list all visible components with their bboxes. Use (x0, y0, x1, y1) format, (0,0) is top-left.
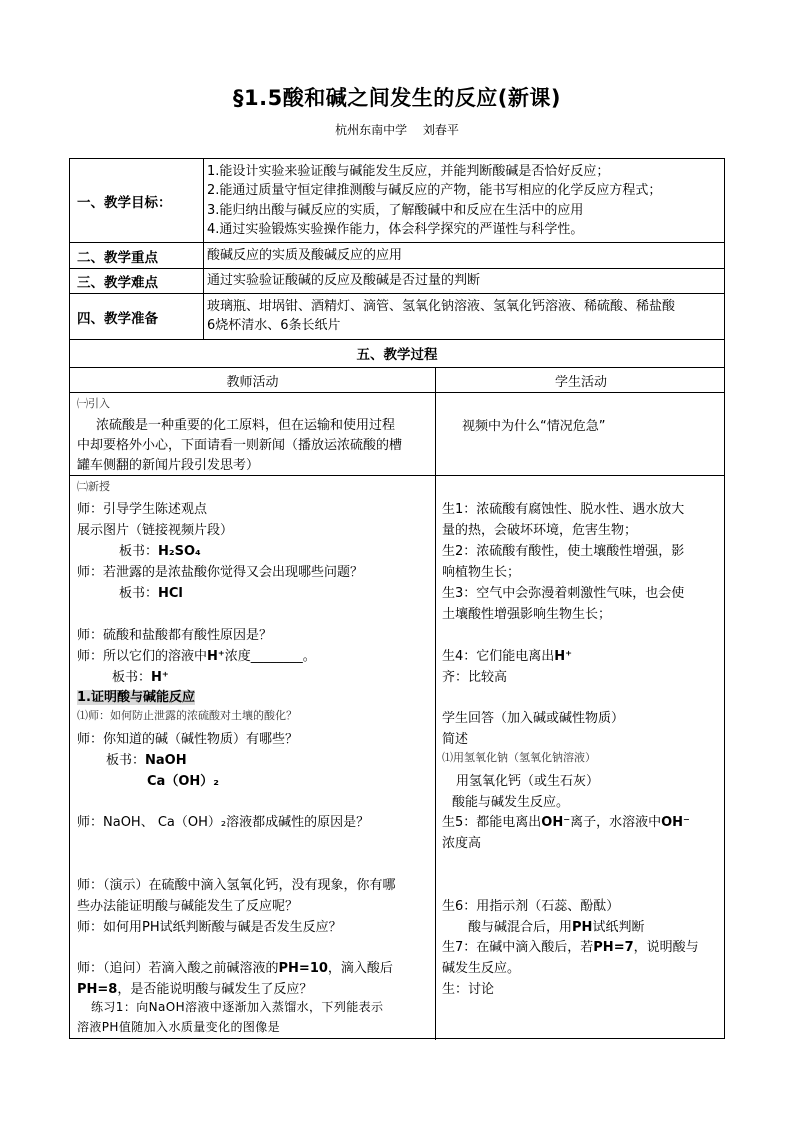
goals-label: 一、教学目标： (77, 194, 172, 211)
teacher-line: 师：所以它们的溶液中H⁺浓度________。 (77, 649, 316, 664)
student-line: 生4：它们能电离出H⁺ (442, 649, 573, 664)
teacher-line: 些办法能证明酸与碱能发生了反应呢？ (77, 899, 299, 914)
teacher-line: 展示图片（链接视频片段） (77, 523, 234, 538)
process-title: 五、教学过程 (356, 347, 438, 363)
row-divider (70, 367, 724, 368)
page-title: §1.5酸和碱之间发生的反应(新课) (233, 86, 561, 110)
student-line: ⑴用氢氧化钠（氢氧化钠溶液） (442, 751, 596, 764)
student-line: 生3：空气中会弥漫着刺激性气味，也会使 (442, 586, 685, 601)
difficulty-text: 通过实验验证酸碱的反应及酸碱是否过量的判断 (207, 273, 481, 288)
prep-text (207, 297, 722, 336)
board-note: 板书：NaOH (106, 753, 187, 768)
row-divider (70, 339, 724, 340)
board-note: 板书：HCl (119, 586, 183, 601)
intro-teacher-line: 中却要格外小心，下面请看一则新闻（播放运浓硫酸的槽 (77, 438, 403, 453)
goal-item: 2.能通过质量守恒定律推测酸与碱反应的产物，能书写相应的化学反应方程式； (207, 183, 662, 199)
student-line: 生2：浓硫酸有酸性，使土壤酸性增强，影 (442, 544, 685, 559)
lesson-plan-table (69, 158, 725, 1039)
teacher-line: 师：（追问）若滴入酸之前碱溶液的PH=10，滴入酸后 (77, 961, 393, 976)
author-line (0, 121, 794, 138)
intro-label: ㈠引入 (77, 397, 110, 410)
teacher-line: 师：NaOH、 Ca（OH）₂溶液都成碱性的原因是？ (77, 815, 370, 830)
student-line: 简述 (442, 732, 469, 747)
student-line: 浓度高 (442, 836, 482, 851)
prep-line: 6烧杯清水、6条长纸片 (207, 318, 341, 334)
exercise-line: 溶液PH值随加入水质量变化的图像是 (77, 1020, 281, 1034)
focus-label: 二、教学重点 (77, 249, 158, 266)
student-line: 生5：都能电离出OH⁻离子，水溶液中OH⁻ (442, 815, 690, 830)
teacher-line: ⑴师：如何防止泄露的浓硫酸对土壤的酸化？ (77, 709, 297, 722)
goal-item: 1.能设计实验来验证酸与碱能发生反应，并能判断酸碱是否恰好反应； (207, 164, 610, 179)
student-line: 生：讨论 (442, 982, 495, 997)
row-divider (70, 392, 724, 393)
exercise-line: 练习1：向NaOH溶液中逐渐加入蒸馏水，下列能表示 (91, 1000, 384, 1014)
teacher-line: 师：你知道的碱（碱性物质）有哪些？ (77, 732, 299, 747)
teacher-line: 师：（演示）在硫酸中滴入氢氧化钙，没有现象，你有哪 (77, 878, 396, 893)
row-divider (70, 475, 724, 476)
student-line: 酸与碱混合后，用PH试纸判断 (468, 920, 645, 935)
student-line: 土壤酸性增强影响生物生长； (442, 607, 612, 622)
focus-text: 酸碱反应的实质及酸碱反应的应用 (207, 248, 403, 263)
student-line: 用氢氧化钙（或生石灰） (456, 774, 600, 789)
board-formula: Ca（OH）₂ (147, 774, 219, 789)
new-label: ㈡新授 (77, 480, 110, 493)
author-name: 刘春平 (422, 123, 459, 137)
intro-teacher-line: 浓硫酸是一种重要的化工原料，但在运输和使用过程 (96, 418, 396, 433)
student-line: 生6：用指示剂（石蕊、酚酞） (442, 899, 620, 914)
teacher-line: 师：硫酸和盐酸都有酸性原因是？ (77, 628, 273, 643)
goal-item: 4.通过实验锻炼实验操作能力，体会科学探究的严谨性与科学性。 (207, 222, 584, 238)
prep-line: 玻璃瓶、坩埚钳、酒精灯、滴管、氢氧化钠溶液、氢氧化钙溶液、稀硫酸、稀盐酸 (207, 299, 676, 314)
board-note: 板书：H₂SO₄ (119, 544, 201, 559)
student-line: 碱发生反应。 (442, 961, 521, 976)
student-line: 齐：比较高 (442, 670, 508, 685)
goal-item: 3.能归纳出酸与碱反应的实质，了解酸碱中和反应在生活中的应用 (207, 202, 584, 218)
section-heading: 1.证明酸与碱能反应 (77, 690, 195, 705)
student-line: 酸能与碱发生反应。 (452, 795, 570, 810)
goals-list (207, 162, 722, 240)
teacher-line: 师：若泄露的是浓盐酸你觉得又会出现哪些问题？ (77, 565, 364, 580)
difficulty-label: 三、教学难点 (77, 275, 158, 291)
board-note: 板书：H⁺ (112, 670, 169, 685)
author-school: 杭州东南中学 (335, 123, 408, 137)
prep-label: 四、教学准备 (77, 310, 158, 327)
teacher-line: 师：引导学生陈述观点 (77, 502, 208, 517)
label-divider (203, 159, 204, 339)
intro-teacher-line: 罐车侧翻的新闻片段引发思考） (77, 458, 260, 473)
column-divider (435, 367, 436, 1040)
student-header: 学生活动 (554, 375, 607, 390)
student-line: 学生回答（加入碱或碱性物质） (442, 711, 625, 726)
student-line: 生7：在碱中滴入酸后，若PH=7，说明酸与 (442, 940, 699, 955)
teacher-line: PH=8，是否能说明酸与碱发生了反应？ (77, 982, 313, 997)
student-line: 生1：浓硫酸有腐蚀性、脱水性、遇水放大 (442, 502, 685, 517)
teacher-line: 师：如何用PH试纸判断酸与碱是否发生反应？ (77, 920, 342, 935)
student-line: 量的热，会破坏环境，危害生物； (442, 523, 638, 538)
intro-student-text: 视频中为什么“情况危急” (462, 419, 606, 434)
student-line: 响植物生长； (442, 565, 521, 580)
teacher-header: 教师活动 (226, 375, 279, 390)
